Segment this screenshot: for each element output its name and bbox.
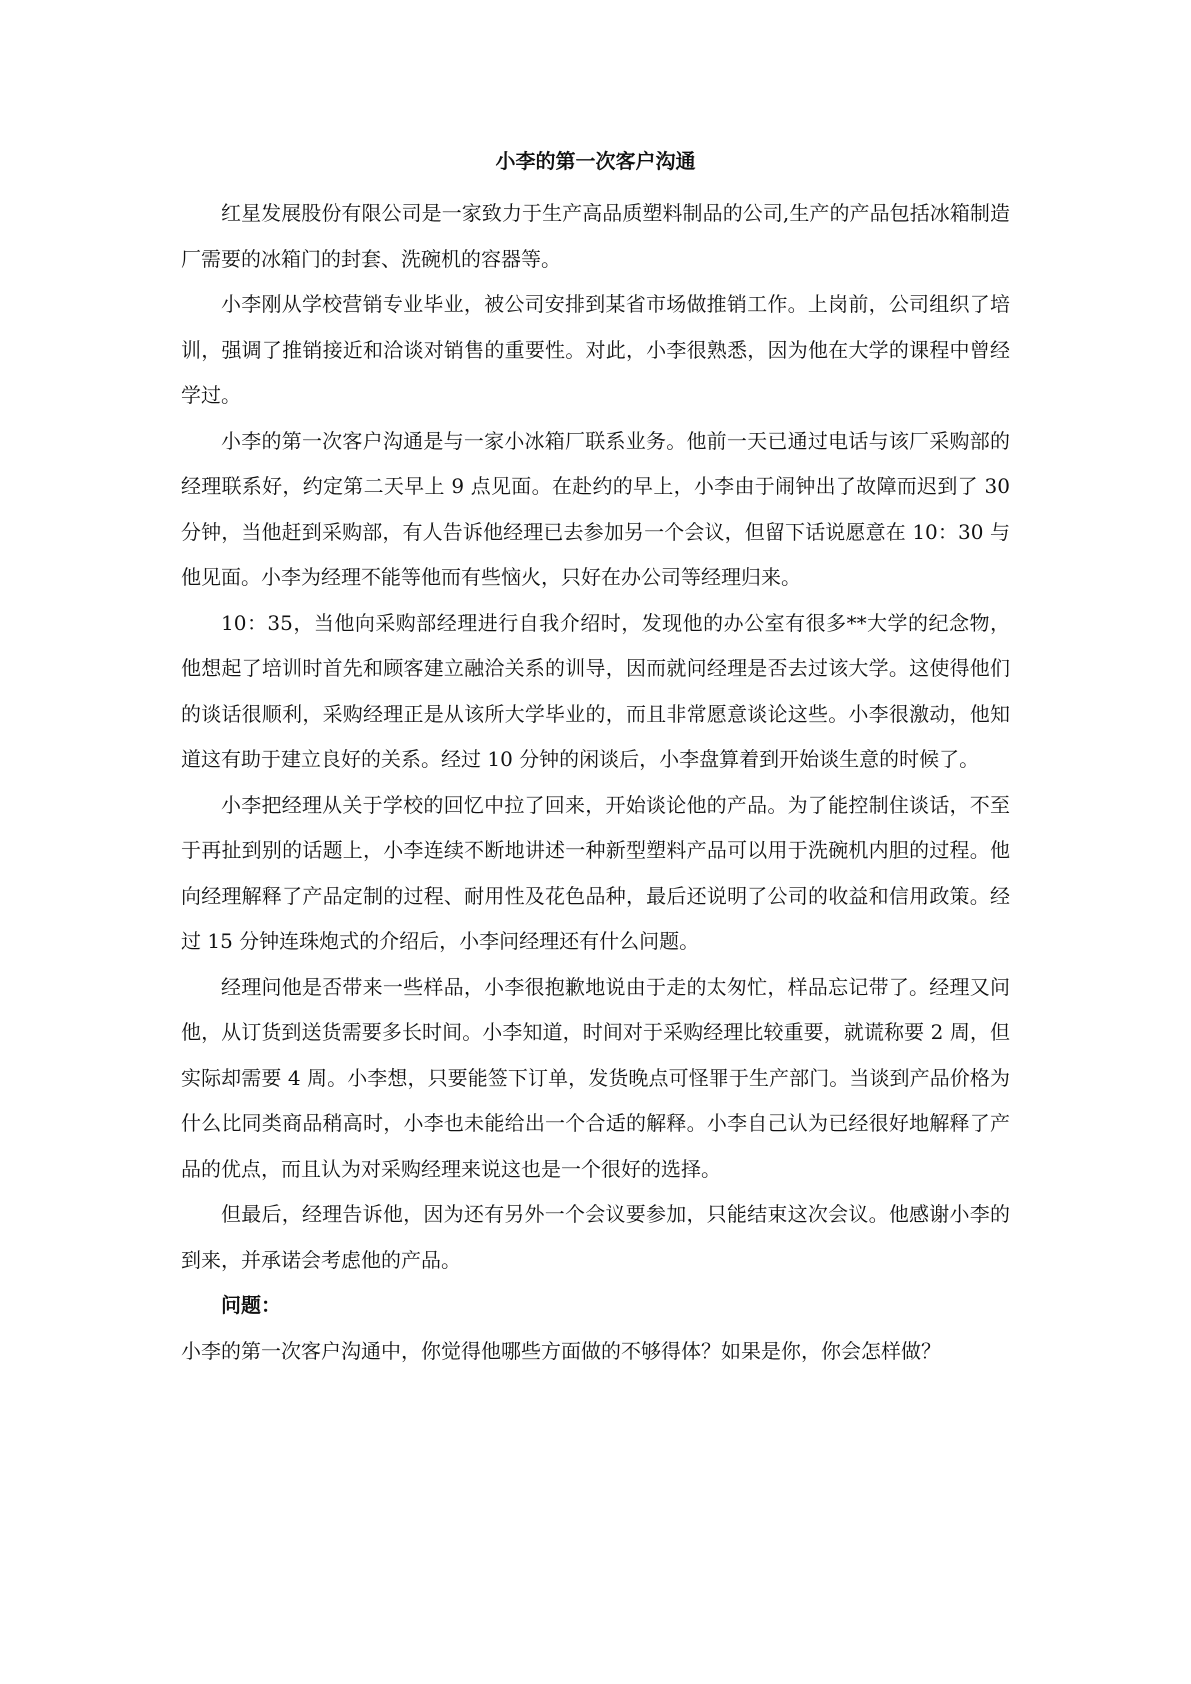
document-title: 小李的第一次客户沟通 [495, 149, 696, 173]
paragraph-rapport: 10：35，当他向采购部经理进行自我介绍时，发现他的办公室有很多**大学的纪念物，他想起了培训时首先和顾客建立融洽关系的训导，因而就问经理是否去过该大学。这使得他们的谈话很顺利，采购经理正是从该所大学毕业的，而且非常愿意谈论这些。小李很激动，他知道这有助于建立良好的关系。经过 10 分钟的闲谈后，小李盘算着到开始谈生意的时候了。 [181, 610, 1010, 771]
question-heading: 问题： [221, 1293, 281, 1317]
paragraph-appointment: 小李的第一次客户沟通是与一家小冰箱厂联系业务。他前一天已通过电话与该厂采购部的经理联系好，约定第二天早上 9 点见面。在赴约的早上，小李由于闹钟出了故障而迟到了 30 分钟，当他赶到采购部，有人告诉他经理已去参加另一个会议，但留下话说愿意在 10：30 与他见面。小李为经理不能等他而有些恼火，只好在办公司等经理归来。 [181, 428, 1010, 589]
paragraph-manager-questions: 经理问他是否带来一些样品，小李很抱歉地说由于走的太匆忙，样品忘记带了。经理又问他，从订货到送货需要多长时间。小李知道，时间对于采购经理比较重要，就谎称要 2 周，但实际却需要 4 周。小李想，只要能签下订单，发货晚点可怪罪于生产部门。当谈到产品价格为什么比同类商品稍高时，小李也未能给出一个合适的解释。小李自己认为已经很好地解释了产品的优点，而且认为对采购经理来说这也是一个很好的选择。 [181, 974, 1010, 1181]
paragraph-meeting-end: 但最后，经理告诉他，因为还有另外一个会议要参加，只能结束这次会议。他感谢小李的到来，并承诺会考虑他的产品。 [181, 1202, 1010, 1272]
paragraph-product-pitch: 小李把经理从关于学校的回忆中拉了回来，开始谈论他的产品。为了能控制住谈话，不至于再扯到别的话题上，小李连续不断地讲述一种新型塑料产品可以用于洗碗机内胆的过程。他向经理解释了产品定制的过程、耐用性及花色品种，最后还说明了公司的收益和信用政策。经过 15 分钟连珠炮式的介绍后，小李问经理还有什么问题。 [181, 792, 1010, 953]
paragraph-company-intro: 红星发展股份有限公司是一家致力于生产高品质塑料制品的公司,生产的产品包括冰箱制造厂需要的冰箱门的封套、洗碗机的容器等。 [181, 201, 1010, 271]
document-page [181, 146, 1010, 1374]
paragraph-xiaoli-background: 小李刚从学校营销专业毕业，被公司安排到某省市场做推销工作。上岗前，公司组织了培训，强调了推销接近和洽谈对销售的重要性。对此，小李很熟悉，因为他在大学的课程中曾经学过。 [181, 292, 1010, 407]
question-text: 小李的第一次客户沟通中，你觉得他哪些方面做的不够得体？如果是你，你会怎样做？ [181, 1338, 941, 1363]
